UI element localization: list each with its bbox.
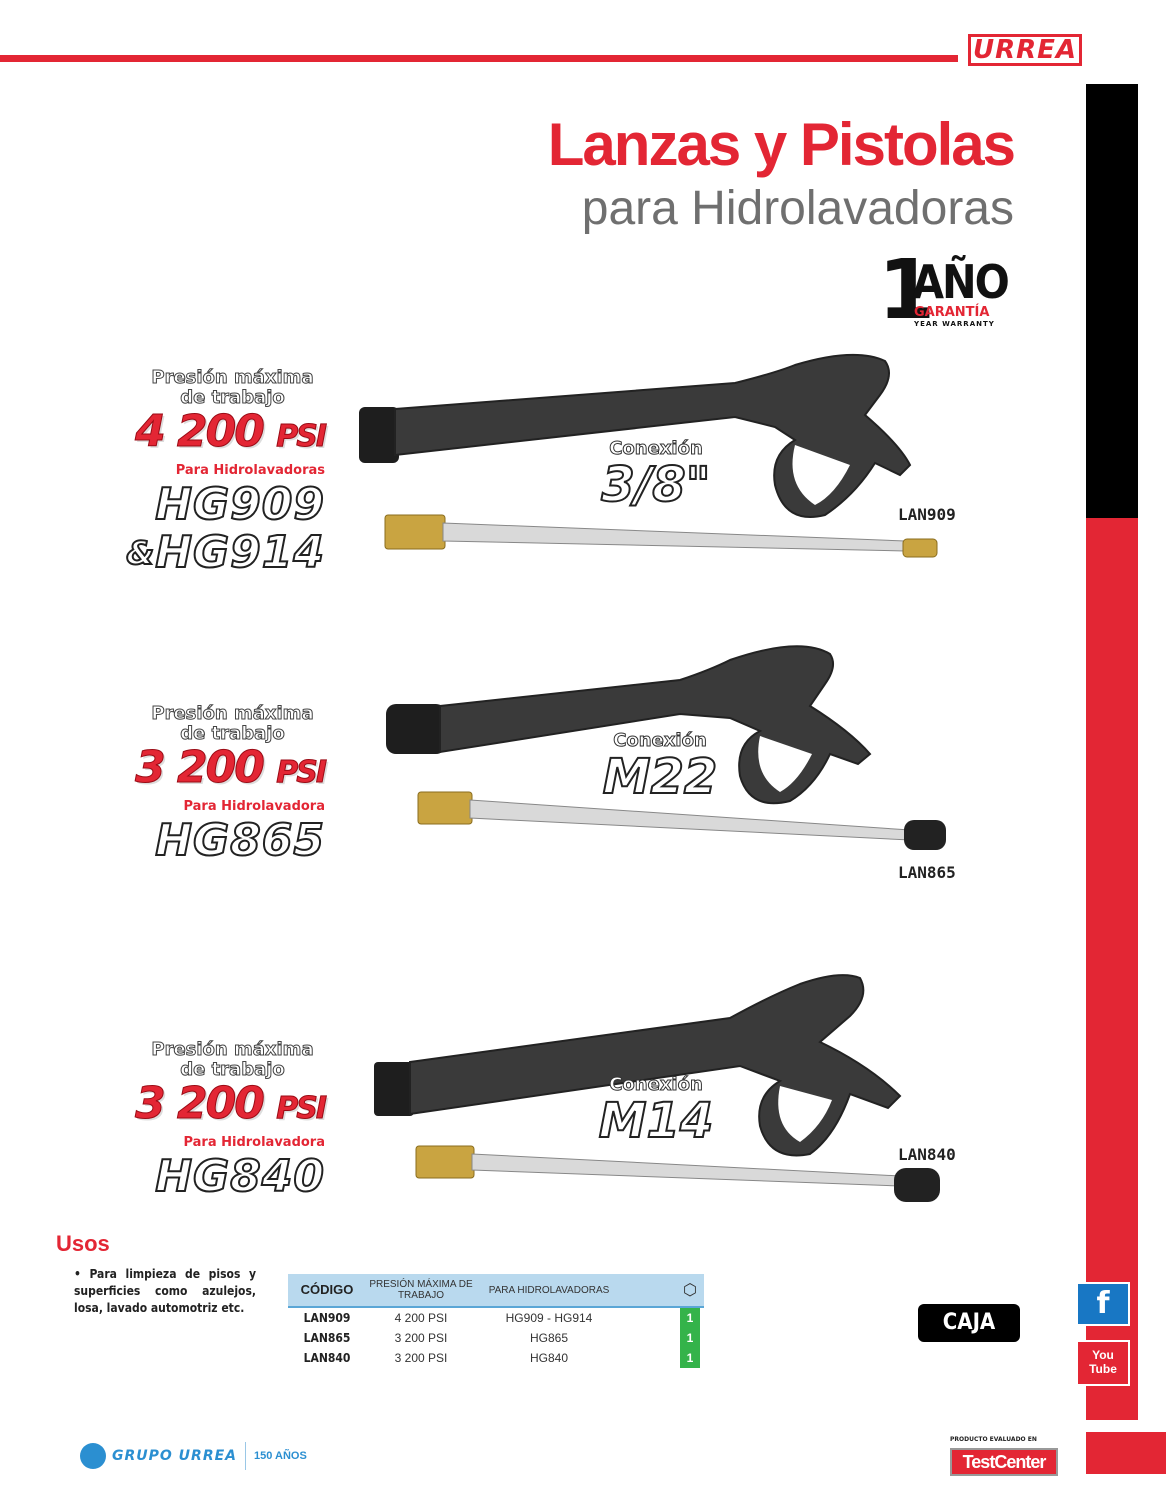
model-name: HG840 <box>155 1151 325 1202</box>
cell-for: HG865 <box>529 1331 569 1345</box>
model-name: HG909 <box>155 479 325 530</box>
cell-pressure: 3 200 PSI <box>394 1351 448 1365</box>
grupo-urrea-wordmark: GRUPO URREA <box>112 1448 238 1464</box>
for-label: Para Hidrolavadoras <box>175 463 325 478</box>
grupo-urrea-logo <box>80 1442 307 1470</box>
warranty-number: 1 <box>878 243 936 338</box>
cell-for: HG840 <box>529 1351 569 1365</box>
model-name: HG865 <box>155 815 325 866</box>
facebook-icon[interactable]: f <box>1076 1282 1130 1326</box>
cell-box: 1 <box>680 1308 700 1328</box>
cell-pressure: 3 200 PSI <box>394 1331 448 1345</box>
usos-title: Usos <box>56 1231 110 1256</box>
psi-value: 4 200 PSI <box>135 406 325 457</box>
connection-label: Conexión <box>613 730 707 751</box>
table-header <box>288 1274 704 1308</box>
years-label: 150 AÑOS <box>254 1450 307 1462</box>
page-title: Lanzas y Pistolas <box>547 111 1014 178</box>
box-icon: ⬡ <box>683 1280 697 1299</box>
header-pressure: PRESIÓN MÁXIMA DE TRABAJO <box>369 1279 473 1301</box>
pressure-label: Presión máxima de trabajo <box>151 703 314 744</box>
cell-box: 1 <box>680 1328 700 1348</box>
product-spec-lan840 <box>80 1040 325 1201</box>
testcenter-logo: TestCenter <box>950 1448 1058 1476</box>
connection-label: Conexión <box>609 1074 703 1095</box>
connection-value: M22 <box>602 749 718 805</box>
caja-badge: CAJA <box>918 1304 1020 1342</box>
pressure-label: Presión máxima de trabajo <box>151 1039 314 1080</box>
warranty-unit: AÑO <box>912 255 1008 309</box>
connection-lan840 <box>586 1074 726 1149</box>
product-code: LAN909 <box>898 505 956 524</box>
warranty-badge <box>878 243 1018 338</box>
model-name-2: &HG914 <box>126 527 325 578</box>
product-spec-lan865 <box>80 704 325 865</box>
for-label: Para Hidrolavadora <box>183 799 325 814</box>
connection-label: Conexión <box>609 438 703 459</box>
for-label: Para Hidrolavadora <box>183 1135 325 1150</box>
youtube-icon[interactable] <box>1076 1340 1130 1386</box>
youtube-label-1: You <box>1092 1348 1114 1362</box>
cell-code: LAN865 <box>303 1331 351 1345</box>
product-table <box>288 1274 704 1368</box>
pressure-label: Presión máxima de trabajo <box>151 367 314 408</box>
grupo-urrea-mark-icon <box>80 1443 106 1469</box>
product-code: LAN865 <box>898 863 956 882</box>
connection-lan909 <box>586 438 726 513</box>
table-row <box>288 1348 704 1368</box>
urrea-logo: URREA <box>968 34 1082 66</box>
page-subtitle: para Hidrolavadoras <box>581 182 1014 235</box>
table-row <box>288 1308 704 1328</box>
cell-code: LAN840 <box>303 1351 351 1365</box>
cell-pressure: 4 200 PSI <box>394 1311 448 1325</box>
cell-code: LAN909 <box>303 1311 351 1325</box>
connection-value: 3/8" <box>601 457 711 513</box>
bottom-red-tab <box>1086 1432 1166 1474</box>
footer-divider <box>245 1442 246 1470</box>
top-red-rule <box>0 55 958 62</box>
usos-text: • Para limpieza de pisos y superficies como azulejos, losa, lavado automotriz etc. <box>74 1267 256 1315</box>
warranty-sub: YEAR WARRANTY <box>914 320 995 328</box>
connection-value: M14 <box>598 1093 714 1149</box>
connection-lan865 <box>590 730 730 805</box>
header-for: PARA HIDROLAVADORAS <box>488 1284 610 1296</box>
product-spec-lan909 <box>80 368 325 577</box>
psi-value: 3 200 PSI <box>135 1078 325 1129</box>
cell-for: HG909 - HG914 <box>505 1311 593 1325</box>
cell-box: 1 <box>680 1348 700 1368</box>
warranty-label: GARANTÍA <box>914 305 990 320</box>
table-row <box>288 1328 704 1348</box>
product-code: LAN840 <box>898 1145 956 1164</box>
youtube-label-2: Tube <box>1089 1362 1117 1376</box>
psi-value: 3 200 PSI <box>135 742 325 793</box>
testcenter-caption: PRODUCTO EVALUADO EN <box>950 1436 1037 1443</box>
header-code: CÓDIGO <box>300 1282 354 1297</box>
